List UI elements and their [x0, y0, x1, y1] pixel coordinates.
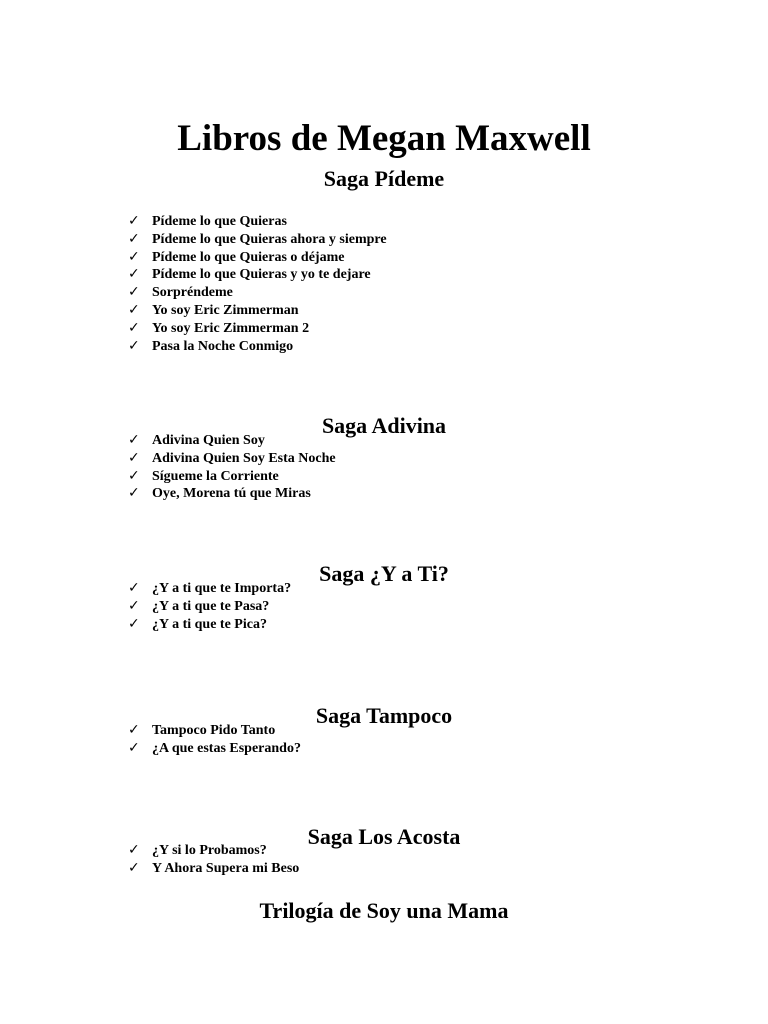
saga-heading-tampoco: Saga Tampoco — [315, 703, 453, 729]
list-item — [128, 320, 387, 338]
saga-heading-soy-una-mama: Trilogía de Soy una Mama — [259, 898, 509, 924]
book-title: Sorpréndeme — [152, 285, 233, 301]
saga-heading-y-a-ti: Saga ¿Y a Ti? — [319, 561, 449, 587]
book-list-los-acosta — [128, 842, 299, 878]
page-title: Libros de Megan Maxwell — [177, 117, 591, 159]
list-item — [128, 338, 387, 356]
book-list-tampoco — [128, 722, 301, 758]
list-item — [128, 468, 336, 486]
book-list-y-a-ti — [128, 580, 291, 633]
check-icon: ✓ — [128, 213, 140, 229]
list-item — [128, 213, 387, 231]
list-item — [128, 740, 301, 758]
book-title: Yo soy Eric Zimmerman — [152, 302, 299, 318]
saga-heading-pideme: Saga Pídeme — [323, 166, 445, 192]
list-item — [128, 616, 291, 634]
saga-heading-los-acosta: Saga Los Acosta — [307, 824, 461, 850]
list-item — [128, 842, 299, 860]
list-item — [128, 860, 299, 878]
list-item — [128, 432, 336, 450]
list-item — [128, 580, 291, 598]
book-title: Yo soy Eric Zimmerman 2 — [152, 320, 310, 336]
book-title: Y Ahora Supera mi Beso — [152, 860, 300, 876]
check-icon: ✓ — [128, 301, 140, 318]
book-list-pideme — [128, 213, 387, 355]
list-item — [128, 450, 336, 468]
saga-heading-adivina: Saga Adivina — [321, 413, 447, 439]
check-icon: ✓ — [128, 467, 140, 484]
check-icon: ✓ — [128, 248, 140, 265]
book-title: Tampoco Pido Tanto — [152, 723, 276, 738]
list-item — [128, 485, 336, 503]
book-title: Pasa la Noche Conmigo — [152, 338, 294, 354]
check-icon: ✓ — [128, 842, 140, 858]
check-icon: ✓ — [128, 449, 140, 466]
book-title: Sígueme la Corriente — [152, 468, 279, 484]
check-icon: ✓ — [128, 485, 140, 502]
book-title: ¿A que estas Esperando? — [152, 740, 301, 756]
book-title: Pídeme lo que Quieras y yo te dejare — [152, 267, 371, 283]
check-icon: ✓ — [128, 722, 140, 738]
check-icon: ✓ — [128, 284, 140, 301]
book-title: Pídeme lo que Quieras ahora y siempre — [152, 231, 387, 247]
check-icon: ✓ — [128, 319, 140, 336]
list-item — [128, 302, 387, 320]
list-item — [128, 598, 291, 616]
book-title: Pídeme lo que Quieras o déjame — [152, 249, 345, 265]
check-icon: ✓ — [128, 580, 140, 596]
book-title: Adivina Quien Soy — [152, 433, 265, 448]
book-title: ¿Y a ti que te Pica? — [152, 616, 267, 632]
check-icon: ✓ — [128, 615, 140, 632]
list-item — [128, 266, 387, 284]
book-title: ¿Y a ti que te Pasa? — [152, 598, 270, 614]
book-list-adivina — [128, 432, 336, 503]
book-title: Oye, Morena tú que Miras — [152, 486, 311, 502]
check-icon: ✓ — [128, 739, 140, 756]
book-title: Adivina Quien Soy Esta Noche — [152, 450, 336, 466]
check-icon: ✓ — [128, 337, 140, 354]
check-icon: ✓ — [128, 432, 140, 448]
list-item — [128, 231, 387, 249]
book-title: Pídeme lo que Quieras — [152, 214, 287, 229]
check-icon: ✓ — [128, 266, 140, 283]
book-title: ¿Y si lo Probamos? — [152, 843, 267, 858]
check-icon: ✓ — [128, 597, 140, 614]
list-item — [128, 249, 387, 267]
book-title: ¿Y a ti que te Importa? — [152, 581, 292, 596]
check-icon: ✓ — [128, 230, 140, 247]
list-item — [128, 284, 387, 302]
check-icon: ✓ — [128, 859, 140, 876]
list-item — [128, 722, 301, 740]
